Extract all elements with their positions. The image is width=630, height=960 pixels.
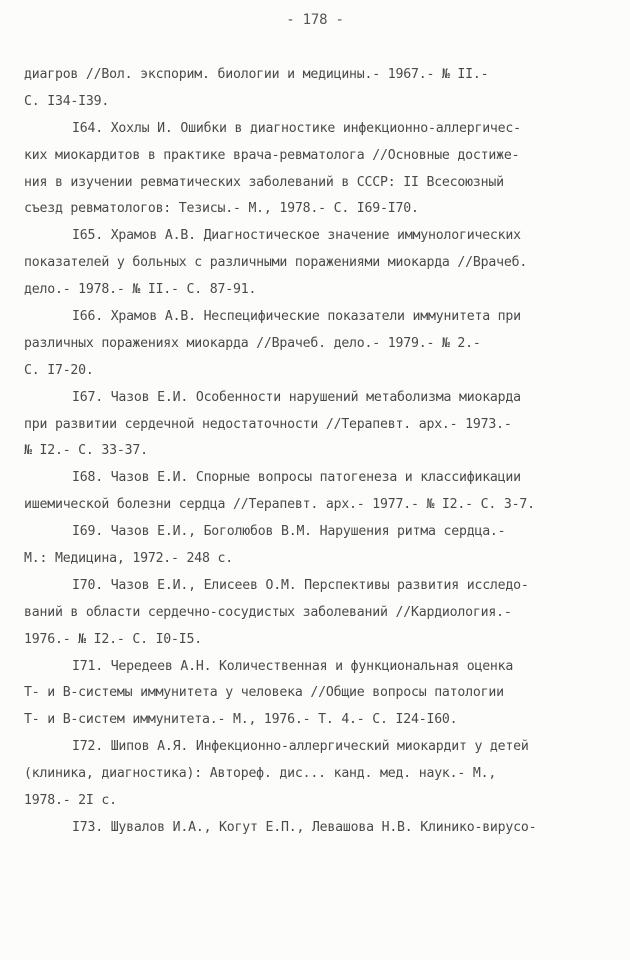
text-line: Т- и В-систем иммунитета.- М., 1976.- Т. 4.- С. I24-I60.: [24, 712, 458, 728]
text-line: ких миокардитов в практике врача-ревматолога //Основные достиже-: [24, 147, 520, 163]
page-number: - 178 -: [286, 12, 344, 28]
text-line: С. I7-20.: [24, 362, 94, 378]
text-line: I65. Храмов А.В. Диагностическое значение иммунологических: [72, 228, 521, 244]
text-line: (клиника, диагностика): Автореф. дис... канд. мед. наук.- М.,: [24, 766, 497, 782]
bibliography-text: [24, 62, 610, 842]
text-line: показателей у больных с различными поражениями миокарда //Врачеб.: [24, 255, 528, 271]
text-line: I70. Чазов Е.И., Елисеев О.М. Перспективы развития исследо-: [72, 577, 529, 593]
text-line: I67. Чазов Е.И. Особенности нарушений метаболизма миокарда: [72, 389, 521, 405]
text-line: ния в изучении ревматических заболеваний в СССР: II Всесоюзный: [24, 174, 504, 190]
text-line: М.: Медицина, 1972.- 248 с.: [24, 551, 233, 567]
text-line: различных поражениях миокарда //Врачеб. дело.- 1979.- № 2.-: [24, 335, 481, 351]
text-line: I72. Шипов А.Я. Инфекционно-аллергический миокардит у детей: [72, 739, 529, 755]
text-line: I69. Чазов Е.И., Боголюбов В.М. Нарушения ритма сердца.-: [72, 524, 506, 540]
text-line: I68. Чазов Е.И. Спорные вопросы патогенеза и классификации: [72, 470, 521, 486]
text-line: I71. Чередеев А.Н. Количественная и функциональная оценка: [72, 658, 514, 674]
text-line: при развитии сердечной недостаточности //Терапевт. арх.- 1973.-: [24, 416, 512, 432]
text-line: I73. Шувалов И.А., Когут Е.П., Левашова Н.В. Клинико-вирусо-: [72, 819, 537, 835]
text-line: ваний в области сердечно-сосудистых заболеваний //Кардиология.-: [24, 604, 512, 620]
text-line: I66. Храмов А.В. Неспецифические показатели иммунитета при: [72, 309, 521, 325]
text-line: диагров //Вол. экспорим. биологии и медицины.- 1967.- № II.-: [24, 67, 489, 82]
text-line: 1978.- 2I с.: [24, 793, 117, 809]
text-line: I64. Хохлы И. Ошибки в диагностике инфекционно-аллергичес-: [72, 120, 521, 136]
text-line: 1976.- № I2.- С. I0-I5.: [24, 631, 203, 647]
text-line: № I2.- С. 33-37.: [24, 443, 148, 459]
text-line: С. I34-I39.: [24, 93, 110, 109]
text-line: съезд ревматологов: Тезисы.- М., 1978.- С. I69-I70.: [24, 201, 419, 217]
text-line: дело.- 1978.- № II.- С. 87-91.: [24, 282, 257, 298]
text-line: ишемической болезни сердца //Терапевт. арх.- 1977.- № I2.- С. 3-7.: [24, 497, 535, 513]
text-line: Т- и В-системы иммунитета у человека //Общие вопросы патологии: [24, 685, 504, 701]
